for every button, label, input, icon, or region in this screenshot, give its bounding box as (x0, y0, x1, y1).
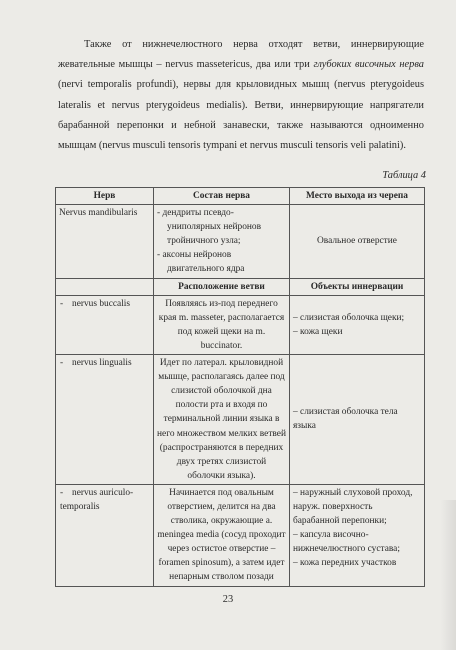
target-item: – слизистая оболочка щеки; (293, 312, 405, 323)
cell-location: Появляясь из-под переднего края m. masseter, располагается под кожей щеки на m. buccinator. (154, 295, 290, 354)
cell-location: Начинается под овальным отверстием, делится на два стволика, окружающие a. meningea media (сосуд проходит через остистое отверстие – foramen spinosum), а затем идет непарным стволом позади (154, 484, 290, 586)
table-row (56, 484, 425, 586)
cell-targets (290, 355, 425, 485)
table-row (56, 355, 425, 485)
cell-nerve: - nervus lingualis (56, 355, 154, 485)
table-caption: Таблица 4 (382, 170, 426, 181)
paragraph-part-1: Также от нижнечелюстного нерва отходят ветви, иннервирующие жевательные мышцы – nervus massetericus, два или три (58, 39, 424, 71)
target-item: – наружный слуховой проход, наруж. поверхность барабанной перепонки; (293, 487, 413, 527)
composition-item: - аксоны нейронов двигательного ядра (157, 250, 245, 275)
target-item: – кожа щеки (293, 326, 343, 337)
table-header-row (56, 188, 425, 205)
subheader-targets: Объекты иннервации (290, 278, 425, 295)
cell-nerve: - nervus buccalis (56, 295, 154, 354)
cell-composition (154, 205, 290, 278)
target-item: – капсула височно-нижнечелюстного сустава; (293, 530, 400, 555)
paragraph-part-2: (nervi temporalis profundi), нервы для крыловидных мышц (nervus pterygoideus lateralis et nervus pterygoideus medialis). Ветви, иннервирующие напрягатели барабанной перепонки и небной занавески, также называются одноименно мышцам (nervus musculi tensoris tympani et nervus musculi tensoris veli palatini). (58, 79, 424, 152)
header-nerve: Нерв (56, 188, 154, 205)
table-row-mandibularis (56, 205, 425, 278)
intro-paragraph (58, 35, 424, 156)
subheader-location: Расположение ветви (154, 278, 290, 295)
cell-location: Идет по латерал. крыловидной мышце, располагаясь далее под слизистой оболочкой дна полости рта и входя по терминальной линии языка в него множеством мелких ветвей (распространяются в передних двух третях слизистой оболочки языка). (154, 355, 290, 485)
cell-exit: Овальное отверстие (290, 205, 425, 278)
table-row (56, 295, 425, 354)
target-item: – кожа передних участков (293, 558, 397, 569)
nerve-table (55, 187, 425, 587)
subheader-empty (56, 278, 154, 295)
table-subheader-row (56, 278, 425, 295)
cell-targets (290, 484, 425, 586)
scan-shadow (440, 500, 456, 650)
cell-targets (290, 295, 425, 354)
header-composition: Состав нерва (154, 188, 290, 205)
page-number: 23 (222, 594, 234, 605)
paragraph-italic-term: глубоких височных нерва (313, 59, 424, 71)
composition-item: - дендриты псевдо-униполярных нейронов тройничного узла; (157, 208, 262, 247)
header-exit: Место выхода из черепа (290, 188, 425, 205)
target-item: – слизистая оболочка тела языка (293, 407, 398, 432)
cell-nerve: - nervus auriculo-temporalis (56, 484, 154, 586)
cell-nerve-mandibularis: Nervus mandibularis (56, 205, 154, 278)
